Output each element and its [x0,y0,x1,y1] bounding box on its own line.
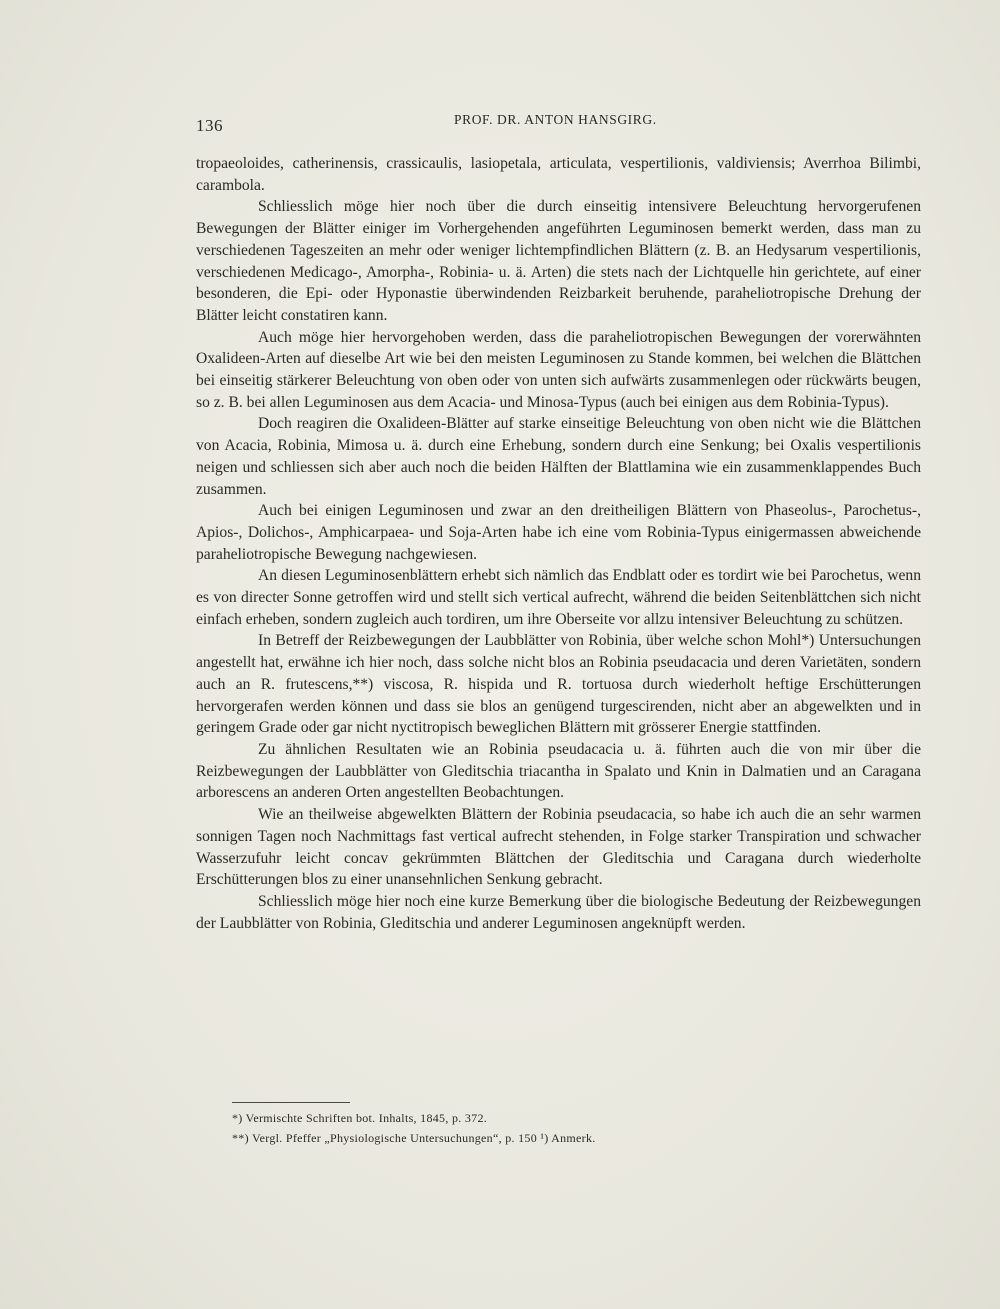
paragraph: Schliesslich möge hier noch über die durch einseitig intensivere Beleuchtung hervorgerufenen Bewegungen der Blätter einiger im Vorhergehenden angeführten Leguminosen bemerkt werden, dass man zu verschiedenen Tageszeiten an mehr oder weniger lichtempfindlichen Blättern (z. B. an Hedysarum vespertilionis, verschiedenen Medicago-, Amorpha-, Robinia- u. ä. Arten) die stets nach der Lichtquelle hin gerichtete, auf einer besonderen, die Epi- oder Hyponastie überwindenden Reizbarkeit beruhende, paraheliotropische Drehung der Blätter leicht constatiren kann. [196,198,921,324]
paragraph: An diesen Leguminosenblättern erhebt sich nämlich das Endblatt oder es tordirt wie bei Parochetus, wenn es von directer Sonne getroffen wird und stellt sich vertical aufrecht, während die beiden Seitenblättchen sich nicht einfach erheben, sondern zugleich auch tordiren, um ihre Oberseite vor allzu intensiver Beleuchtung zu schützen. [196,567,921,628]
footnote-divider [232,1102,350,1103]
footnote: **) Vergl. Pfeffer „Physiologische Untersuchungen“, p. 150 ¹) Anmerk. [232,1131,596,1145]
paragraph: tropaeoloides, catherinensis, crassicaulis, lasiopetala, articulata, vespertilionis, valdiviensis; Averrhoa Bilimbi, carambola. [196,155,921,194]
body-text [196,153,921,934]
paragraph: In Betreff der Reizbewegungen der Laubblätter von Robinia, über welche schon Mohl*) Untersuchungen angestellt hat, erwähne ich hier noch, dass solche nicht blos an Robinia pseudacacia und deren Varietäten, sondern auch an R. frutescens,**) viscosa, R. hispida und R. tortuosa durch wiederholt heftige Erschütterungen hervorgerafen werden können und dass sie blos an genügend turgescirenden, nicht aber an abgewelkten und in geringem Grade oder gar nicht nyctitropisch beweglichen Blättern mit grösserer Energie stattfinden. [196,632,921,737]
footnote: *) Vermischte Schriften bot. Inhalts, 1845, p. 372. [232,1111,488,1125]
paragraph: Auch möge hier hervorgehoben werden, dass die paraheliotropischen Bewegungen der vorerwähnten Oxalideen-Arten auf dieselbe Art wie bei den meisten Leguminosen zu Stande kommen, bei welchen die Blättchen bei einseitig stärkerer Beleuchtung von oben oder von unten sich aufwärts zusammenlegen oder rückwärts beugen, so z. B. bei allen Leguminosen aus dem Acacia- und Minosa-Typus (auch bei einigen aus dem Robinia-Typus). [196,328,921,411]
paragraph: Doch reagiren die Oxalideen-Blätter auf starke einseitige Beleuchtung von oben nicht wie die Blättchen von Acacia, Robinia, Mimosa u. ä. durch eine Erhebung, sondern durch eine Senkung; bei Oxalis vespertilionis neigen und schliessen sich aber auch noch die beiden Hälften der Blattlamina wie ein zusammenklappendes Buch zusammen. [196,415,921,498]
page-number: 136 [196,116,223,135]
footnotes [232,1108,832,1148]
paragraph: Auch bei einigen Leguminosen und zwar an den dreitheiligen Blättern von Phaseolus-, Parochetus-, Apios-, Dolichos-, Amphicarpaea- und Soja-Arten habe ich eine vom Robinia-Typus einigermassen abweichende paraheliotropische Bewegung nachgewiesen. [196,502,921,563]
paragraph: Zu ähnlichen Resultaten wie an Robinia pseudacacia u. ä. führten auch die von mir über die Reizbewegungen der Laubblätter von Gleditschia triacantha in Spalato und Knin in Dalmatien und an Caragana arborescens an anderen Orten angestellten Beobachtungen. [196,740,921,802]
running-head: PROF. DR. ANTON HANSGIRG. [454,112,657,127]
paragraph: Wie an theilweise abgewelkten Blättern der Robinia pseudacacia, so habe ich auch die an sehr warmen sonnigen Tagen noch Nachmittags fast vertical aufrecht stehenden, in Folge starker Transpiration und schwacher Wasserzufuhr leicht concav gekrümmten Blättchen der Gleditschia und Caragana durch wiederholte Erschütterungen blos zu einer unansehnlichen Senkung gebracht. [196,806,921,889]
page-header [196,112,921,142]
paragraph: Schliesslich möge hier noch eine kurze Bemerkung über die biologische Bedeutung der Reizbewegungen der Laubblätter von Robinia, Gleditschia und anderer Leguminosen angeknüpft werden. [196,892,921,932]
